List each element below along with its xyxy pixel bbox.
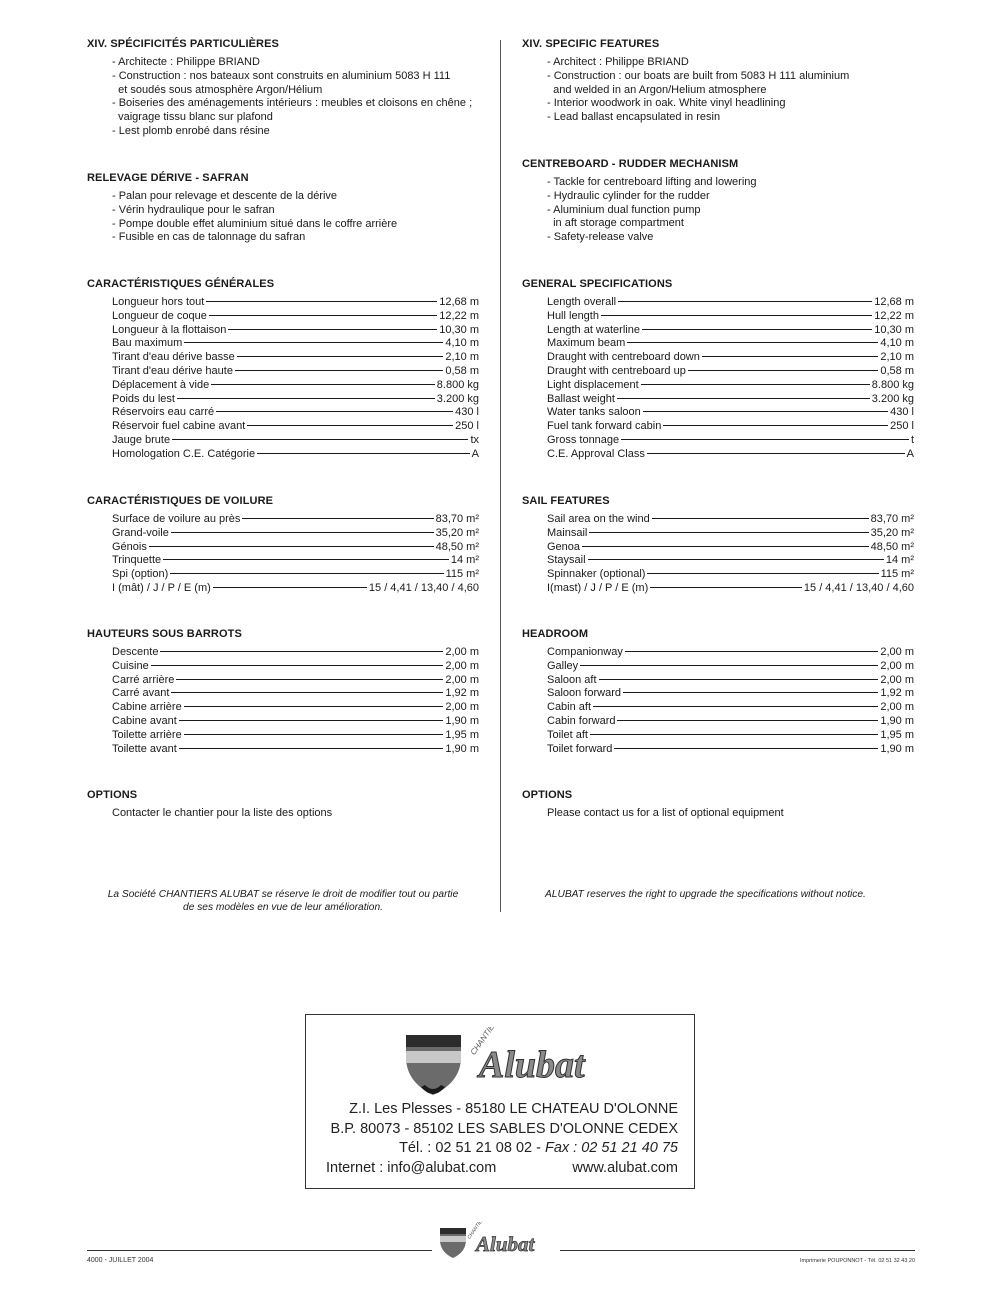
text-lines bbox=[522, 56, 914, 125]
spec-value: 1,90 m bbox=[880, 742, 914, 755]
spec-label: Companionway bbox=[547, 646, 623, 658]
spec-value: 12,22 m bbox=[439, 309, 479, 322]
en-general-specs bbox=[522, 278, 914, 462]
spec-value: 35,20 m² bbox=[435, 526, 479, 539]
spec-row bbox=[522, 406, 914, 420]
spec-label: Grand-voile bbox=[112, 526, 169, 539]
text-line: et soudés sous atmosphère Argon/Hélium bbox=[112, 83, 323, 96]
spec-value: 12,68 m bbox=[874, 296, 914, 308]
leader-line bbox=[588, 559, 884, 560]
spec-label: Spinnaker (optional) bbox=[547, 568, 646, 581]
svg-text:CHANTIER: CHANTIER bbox=[468, 1027, 500, 1057]
spec-value: 430 l bbox=[455, 406, 479, 419]
text-line: Contacter le chantier pour la liste des options bbox=[112, 807, 333, 819]
spec-row bbox=[87, 448, 479, 462]
svg-text:Alubat: Alubat bbox=[479, 1044, 585, 1086]
spec-label: Draught with centreboard down bbox=[547, 351, 700, 364]
spec-row bbox=[522, 582, 914, 596]
spec-row bbox=[87, 434, 479, 448]
spec-label: Water tanks saloon bbox=[547, 406, 641, 419]
spec-value: 250 l bbox=[890, 420, 914, 433]
spec-label: Carré arrière bbox=[112, 673, 175, 686]
spec-value: 83,70 m² bbox=[870, 513, 914, 525]
footer-logo-icon bbox=[436, 1222, 560, 1262]
spec-label: Carré avant bbox=[112, 687, 170, 700]
en-headroom bbox=[522, 628, 914, 756]
section-title: CARACTÉRISTIQUES GÉNÉRALES bbox=[87, 278, 275, 290]
spec-label: Longueur à la flottaison bbox=[112, 323, 227, 336]
spec-value: 1,95 m bbox=[445, 728, 479, 741]
text-line: - Architecte : Philippe BRIAND bbox=[112, 56, 260, 68]
spec-row bbox=[87, 310, 479, 324]
spec-label: Length overall bbox=[547, 296, 617, 308]
column-divider bbox=[500, 40, 501, 912]
spec-row bbox=[87, 337, 479, 351]
spec-row bbox=[87, 582, 479, 596]
leader-line bbox=[593, 706, 878, 707]
spec-value: 1,95 m bbox=[880, 728, 914, 741]
spec-row bbox=[87, 406, 479, 420]
spec-label: Saloon aft bbox=[547, 673, 597, 686]
disclaimer-line: de ses modèles en vue de leur amélioration. bbox=[183, 902, 383, 913]
text-lines bbox=[522, 807, 914, 821]
spec-value: 1,90 m bbox=[445, 714, 479, 727]
spec-label: Bau maximum bbox=[112, 337, 183, 350]
spec-label: Homologation C.E. Catégorie bbox=[112, 447, 256, 460]
text-lines bbox=[522, 176, 914, 245]
text-line: - Tackle for centreboard lifting and lowering bbox=[547, 176, 757, 188]
text-line: vaigrage tissu blanc sur plafond bbox=[112, 111, 273, 124]
spec-value: 430 l bbox=[890, 406, 914, 419]
text-line: - Aluminium dual function pump bbox=[547, 203, 701, 216]
leader-line bbox=[237, 356, 444, 357]
spec-value: 2,10 m bbox=[880, 351, 914, 364]
text-line: - Vérin hydraulique pour le safran bbox=[112, 203, 275, 216]
spec-value: 15 / 4,41 / 13,40 / 4,60 bbox=[803, 581, 914, 594]
spec-list bbox=[87, 513, 479, 596]
spec-value: 250 l bbox=[455, 420, 479, 433]
text-line: in aft storage compartment bbox=[547, 217, 684, 230]
spec-label: Length at waterline bbox=[547, 323, 640, 336]
spec-label: C.E. Approval Class bbox=[547, 447, 645, 460]
spec-label: Galley bbox=[547, 659, 579, 672]
text-lines bbox=[87, 807, 479, 821]
spec-label: Saloon forward bbox=[547, 687, 621, 700]
leader-line bbox=[617, 398, 870, 399]
leader-line bbox=[163, 559, 449, 560]
leader-line bbox=[149, 546, 434, 547]
leader-line bbox=[652, 518, 869, 519]
french-disclaimer bbox=[87, 888, 479, 914]
spec-label: Tirant d'eau dérive basse bbox=[112, 351, 235, 364]
spec-row bbox=[522, 310, 914, 324]
spec-value: 35,20 m² bbox=[870, 526, 914, 539]
spec-value: tx bbox=[470, 433, 479, 446]
leader-line bbox=[641, 384, 870, 385]
fr-general-specs bbox=[87, 278, 479, 462]
spec-row bbox=[87, 554, 479, 568]
spec-value: 2,00 m bbox=[880, 646, 914, 658]
footer-logo bbox=[436, 1222, 560, 1262]
spec-value: A bbox=[906, 447, 914, 460]
logo-shield-icon bbox=[401, 1027, 601, 1107]
leader-line bbox=[171, 692, 443, 693]
leader-line bbox=[627, 342, 878, 343]
spec-value: 115 m² bbox=[880, 568, 914, 581]
leader-line bbox=[209, 315, 437, 316]
leader-line bbox=[614, 748, 878, 749]
leader-line bbox=[663, 425, 888, 426]
spec-row bbox=[87, 393, 479, 407]
leader-line bbox=[176, 679, 443, 680]
section-title: RELEVAGE DÉRIVE - SAFRAN bbox=[87, 172, 249, 184]
spec-list bbox=[87, 646, 479, 756]
spec-label: Longueur hors tout bbox=[112, 296, 205, 308]
spec-row bbox=[87, 296, 479, 310]
text-lines bbox=[87, 190, 479, 245]
spec-value: 3.200 kg bbox=[871, 392, 914, 405]
spec-row bbox=[522, 420, 914, 434]
spec-row bbox=[522, 674, 914, 688]
spec-label: Fuel tank forward cabin bbox=[547, 420, 662, 433]
spec-value: 15 / 4,41 / 13,40 / 4,60 bbox=[368, 581, 479, 594]
spec-value: 48,50 m² bbox=[435, 540, 479, 553]
spec-label: Cabine avant bbox=[112, 714, 177, 727]
spec-label: Gross tonnage bbox=[547, 433, 620, 446]
spec-value: 83,70 m² bbox=[435, 513, 479, 525]
spec-value: 1,92 m bbox=[445, 687, 479, 700]
spec-label: Spi (option) bbox=[112, 568, 169, 581]
disclaimer-line: ALUBAT reserves the right to upgrade the specifications without notice. bbox=[545, 889, 866, 900]
leader-line bbox=[235, 370, 443, 371]
footer-rule-left bbox=[87, 1250, 432, 1251]
web-line bbox=[326, 1159, 678, 1179]
text-line: and welded in an Argon/Helium atmosphere bbox=[547, 83, 767, 96]
english-disclaimer bbox=[545, 888, 905, 901]
spec-value: 2,00 m bbox=[880, 673, 914, 686]
spec-label: Cuisine bbox=[112, 659, 149, 672]
spec-row bbox=[87, 365, 479, 379]
text-line: - Hydraulic cylinder for the rudder bbox=[547, 189, 710, 202]
spec-row bbox=[87, 687, 479, 701]
spec-row bbox=[522, 296, 914, 310]
svg-text:Alubat: Alubat bbox=[476, 1232, 535, 1256]
spec-row bbox=[87, 646, 479, 660]
spec-value: 1,90 m bbox=[880, 714, 914, 727]
spec-row bbox=[522, 729, 914, 743]
spec-row bbox=[87, 420, 479, 434]
spec-label: Genoa bbox=[547, 540, 581, 553]
spec-list bbox=[522, 646, 914, 756]
spec-row bbox=[522, 715, 914, 729]
leader-line bbox=[601, 315, 872, 316]
leader-line bbox=[247, 425, 453, 426]
spec-row bbox=[522, 743, 914, 757]
contact-box bbox=[305, 1014, 695, 1189]
spec-row bbox=[522, 646, 914, 660]
text-line: - Lead ballast encapsulated in resin bbox=[547, 111, 721, 124]
spec-label: Cabin aft bbox=[547, 701, 592, 714]
text-line: - Construction : nos bateaux sont construits en aluminium 5083 H 111 bbox=[112, 69, 451, 82]
section-title: OPTIONS bbox=[87, 789, 138, 801]
section-title: HAUTEURS SOUS BARROTS bbox=[87, 628, 242, 640]
spec-row bbox=[87, 324, 479, 338]
spec-row bbox=[522, 365, 914, 379]
spec-row bbox=[522, 701, 914, 715]
leader-line bbox=[599, 679, 879, 680]
leader-line bbox=[617, 720, 878, 721]
leader-line bbox=[625, 651, 879, 652]
spec-label: I (mât) / J / P / E (m) bbox=[112, 581, 211, 594]
spec-label: Longueur de coque bbox=[112, 309, 207, 322]
spec-value: 8.800 kg bbox=[436, 378, 479, 391]
leader-line bbox=[621, 439, 909, 440]
en-options bbox=[522, 789, 914, 821]
text-line: - Interior woodwork in oak. White vinyl headlining bbox=[547, 97, 786, 110]
spec-row bbox=[87, 527, 479, 541]
leader-line bbox=[216, 411, 453, 412]
spec-label: Descente bbox=[112, 646, 159, 658]
spec-value: 14 m² bbox=[450, 554, 479, 567]
leader-line bbox=[589, 532, 868, 533]
spec-row bbox=[522, 434, 914, 448]
spec-value: 2,00 m bbox=[445, 673, 479, 686]
leader-line bbox=[211, 384, 435, 385]
section-title: SAIL FEATURES bbox=[522, 495, 610, 507]
spec-label: Toilet forward bbox=[547, 742, 613, 755]
spec-row bbox=[522, 337, 914, 351]
leader-line bbox=[228, 329, 437, 330]
spec-row bbox=[87, 660, 479, 674]
spec-value: 115 m² bbox=[445, 568, 479, 581]
section-title: OPTIONS bbox=[522, 789, 573, 801]
spec-label: Cabin forward bbox=[547, 714, 616, 727]
spec-row bbox=[87, 513, 479, 527]
spec-row bbox=[522, 527, 914, 541]
spec-row bbox=[87, 541, 479, 555]
leader-line bbox=[206, 301, 437, 302]
spec-row bbox=[522, 393, 914, 407]
spec-label: Sail area on the wind bbox=[547, 513, 650, 525]
leader-line bbox=[590, 734, 878, 735]
spec-label: Toilet aft bbox=[547, 728, 588, 741]
svg-text:CHANTIER: CHANTIER bbox=[466, 1222, 487, 1241]
leader-line bbox=[172, 439, 468, 440]
leader-line bbox=[688, 370, 879, 371]
spec-label: Mainsail bbox=[547, 526, 588, 539]
spec-row bbox=[522, 687, 914, 701]
spec-value: 0,58 m bbox=[880, 364, 914, 377]
printer-credit: Imprimerie POUPONNOT - Tél. 02 51 32 43 20 bbox=[800, 1258, 916, 1264]
fr-sail-features bbox=[87, 495, 479, 596]
leader-line bbox=[623, 692, 878, 693]
spec-row bbox=[522, 324, 914, 338]
website-link: www.alubat.com bbox=[572, 1159, 678, 1176]
spec-value: 2,00 m bbox=[445, 646, 479, 658]
spec-row bbox=[522, 660, 914, 674]
spec-label: Trinquette bbox=[112, 554, 162, 567]
leader-line bbox=[184, 342, 443, 343]
spec-label: Hull length bbox=[547, 309, 599, 322]
spec-label: Génois bbox=[112, 540, 147, 553]
leader-line bbox=[642, 329, 872, 330]
leader-line bbox=[184, 734, 444, 735]
spec-row bbox=[87, 674, 479, 688]
fr-specific-features bbox=[87, 38, 479, 139]
spec-value: 3.200 kg bbox=[436, 392, 479, 405]
spec-value: 2,00 m bbox=[880, 701, 914, 714]
leader-line bbox=[618, 301, 872, 302]
leader-line bbox=[170, 573, 443, 574]
leader-line bbox=[582, 546, 869, 547]
spec-label: Staysail bbox=[547, 554, 586, 567]
spec-row bbox=[87, 568, 479, 582]
spec-list bbox=[522, 296, 914, 462]
text-line: - Architect : Philippe BRIAND bbox=[547, 56, 689, 68]
address-line: Z.I. Les Plesses - 85180 LE CHATEAU D'OLONNE bbox=[349, 1101, 678, 1117]
spec-label: Draught with centreboard up bbox=[547, 364, 686, 377]
spec-row bbox=[87, 351, 479, 365]
spec-list bbox=[87, 296, 479, 462]
text-line: Please contact us for a list of optional equipment bbox=[547, 807, 784, 819]
spec-label: Réservoir fuel cabine avant bbox=[112, 420, 246, 433]
leader-line bbox=[643, 411, 888, 412]
text-line: - Construction : our boats are built from 5083 H 111 aluminium bbox=[547, 69, 850, 82]
address-line: B.P. 80073 - 85102 LES SABLES D'OLONNE CEDEX bbox=[330, 1120, 678, 1137]
spec-value: 1,90 m bbox=[445, 742, 479, 755]
leader-line bbox=[179, 748, 444, 749]
leader-line bbox=[257, 453, 470, 454]
spec-value: 2,10 m bbox=[445, 351, 479, 364]
spec-value: 12,22 m bbox=[874, 309, 914, 322]
spec-label: I(mast) / J / P / E (m) bbox=[547, 581, 649, 594]
section-title: CARACTÉRISTIQUES DE VOILURE bbox=[87, 495, 274, 507]
spec-row bbox=[87, 379, 479, 393]
leader-line bbox=[647, 453, 905, 454]
text-line: - Safety-release valve bbox=[547, 231, 654, 244]
en-sail-features bbox=[522, 495, 914, 596]
en-specific-features bbox=[522, 38, 914, 125]
text-line: - Boiseries des aménagements intérieurs : meubles et cloisons en chêne ; bbox=[112, 97, 473, 110]
leader-line bbox=[242, 518, 433, 519]
spec-label: Light displacement bbox=[547, 378, 639, 391]
spec-row bbox=[522, 554, 914, 568]
leader-line bbox=[151, 665, 444, 666]
spec-label: Cabine arrière bbox=[112, 701, 182, 714]
email-address: Internet : info@alubat.com bbox=[326, 1159, 497, 1176]
section-title: XIV. SPECIFIC FEATURES bbox=[522, 38, 660, 50]
spec-label: Maximum beam bbox=[547, 337, 626, 350]
section-title: HEADROOM bbox=[522, 628, 589, 640]
text-line: - Fusible en cas de talonnage du safran bbox=[112, 231, 306, 244]
leader-line bbox=[177, 398, 435, 399]
spec-label: Tirant d'eau dérive haute bbox=[112, 364, 233, 377]
spec-value: 12,68 m bbox=[439, 296, 479, 308]
alubat-logo bbox=[401, 1027, 601, 1107]
fax-number: Fax : 02 51 21 40 75 bbox=[544, 1140, 678, 1156]
section-title: GENERAL SPECIFICATIONS bbox=[522, 278, 673, 290]
spec-value: 1,92 m bbox=[880, 687, 914, 700]
spec-row bbox=[87, 715, 479, 729]
footer-rule-right bbox=[560, 1250, 915, 1251]
spec-value: 8.800 kg bbox=[871, 378, 914, 391]
spec-value: 2,00 m bbox=[445, 701, 479, 714]
spec-value: t bbox=[910, 433, 914, 446]
leader-line bbox=[179, 720, 444, 721]
leader-line bbox=[650, 587, 802, 588]
spec-value: 4,10 m bbox=[880, 337, 914, 350]
spec-row bbox=[87, 743, 479, 757]
spec-value: 4,10 m bbox=[445, 337, 479, 350]
spec-row bbox=[522, 541, 914, 555]
text-line: - Pompe double effet aluminium situé dans le coffre arrière bbox=[112, 217, 398, 230]
spec-value: 0,58 m bbox=[445, 364, 479, 377]
spec-label: Ballast weight bbox=[547, 392, 615, 405]
leader-line bbox=[213, 587, 367, 588]
leader-line bbox=[184, 706, 444, 707]
contact-address bbox=[326, 1100, 678, 1178]
spec-list bbox=[522, 513, 914, 596]
spec-value: 10,30 m bbox=[874, 323, 914, 336]
disclaimer-line: La Société CHANTIERS ALUBAT se réserve le droit de modifier tout ou partie bbox=[107, 889, 459, 900]
spec-row bbox=[522, 568, 914, 582]
leader-line bbox=[160, 651, 443, 652]
spec-label: Toilette avant bbox=[112, 742, 177, 755]
spec-row bbox=[522, 351, 914, 365]
spec-value: 48,50 m² bbox=[870, 540, 914, 553]
text-line: - Lest plomb enrobé dans résine bbox=[112, 124, 270, 137]
spec-label: Jauge brute bbox=[112, 433, 171, 446]
spec-value: 10,30 m bbox=[439, 323, 479, 336]
spec-value: 14 m² bbox=[885, 554, 914, 567]
leader-line bbox=[702, 356, 878, 357]
spec-label: Surface de voilure au près bbox=[112, 513, 241, 525]
spec-row bbox=[522, 513, 914, 527]
spec-row bbox=[522, 448, 914, 462]
spec-value: 2,00 m bbox=[880, 659, 914, 672]
fr-options bbox=[87, 789, 479, 821]
leader-line bbox=[580, 665, 878, 666]
text-lines bbox=[87, 56, 479, 139]
spec-label: Poids du lest bbox=[112, 392, 175, 405]
en-centreboard-section bbox=[522, 158, 914, 245]
fr-headroom bbox=[87, 628, 479, 756]
spec-label: Déplacement à vide bbox=[112, 378, 210, 391]
section-title: CENTREBOARD - RUDDER MECHANISM bbox=[522, 158, 739, 170]
phone-number: Tél. : 02 51 21 08 02 - bbox=[399, 1140, 545, 1156]
spec-label: Réservoirs eau carré bbox=[112, 406, 215, 419]
text-line: - Palan pour relevage et descente de la dérive bbox=[112, 190, 338, 202]
spec-label: Toilette arrière bbox=[112, 728, 182, 741]
leader-line bbox=[171, 532, 434, 533]
spec-value: 2,00 m bbox=[445, 659, 479, 672]
section-title: XIV. SPÉCIFICITÉS PARTICULIÈRES bbox=[87, 38, 279, 50]
phone-line bbox=[326, 1139, 678, 1159]
spec-row bbox=[87, 729, 479, 743]
document-reference: 4000 - JUILLET 2004 bbox=[87, 1257, 154, 1264]
spec-value: A bbox=[471, 447, 479, 460]
spec-row bbox=[522, 379, 914, 393]
leader-line bbox=[647, 573, 878, 574]
spec-row bbox=[87, 701, 479, 715]
fr-centreboard-section bbox=[87, 172, 479, 245]
